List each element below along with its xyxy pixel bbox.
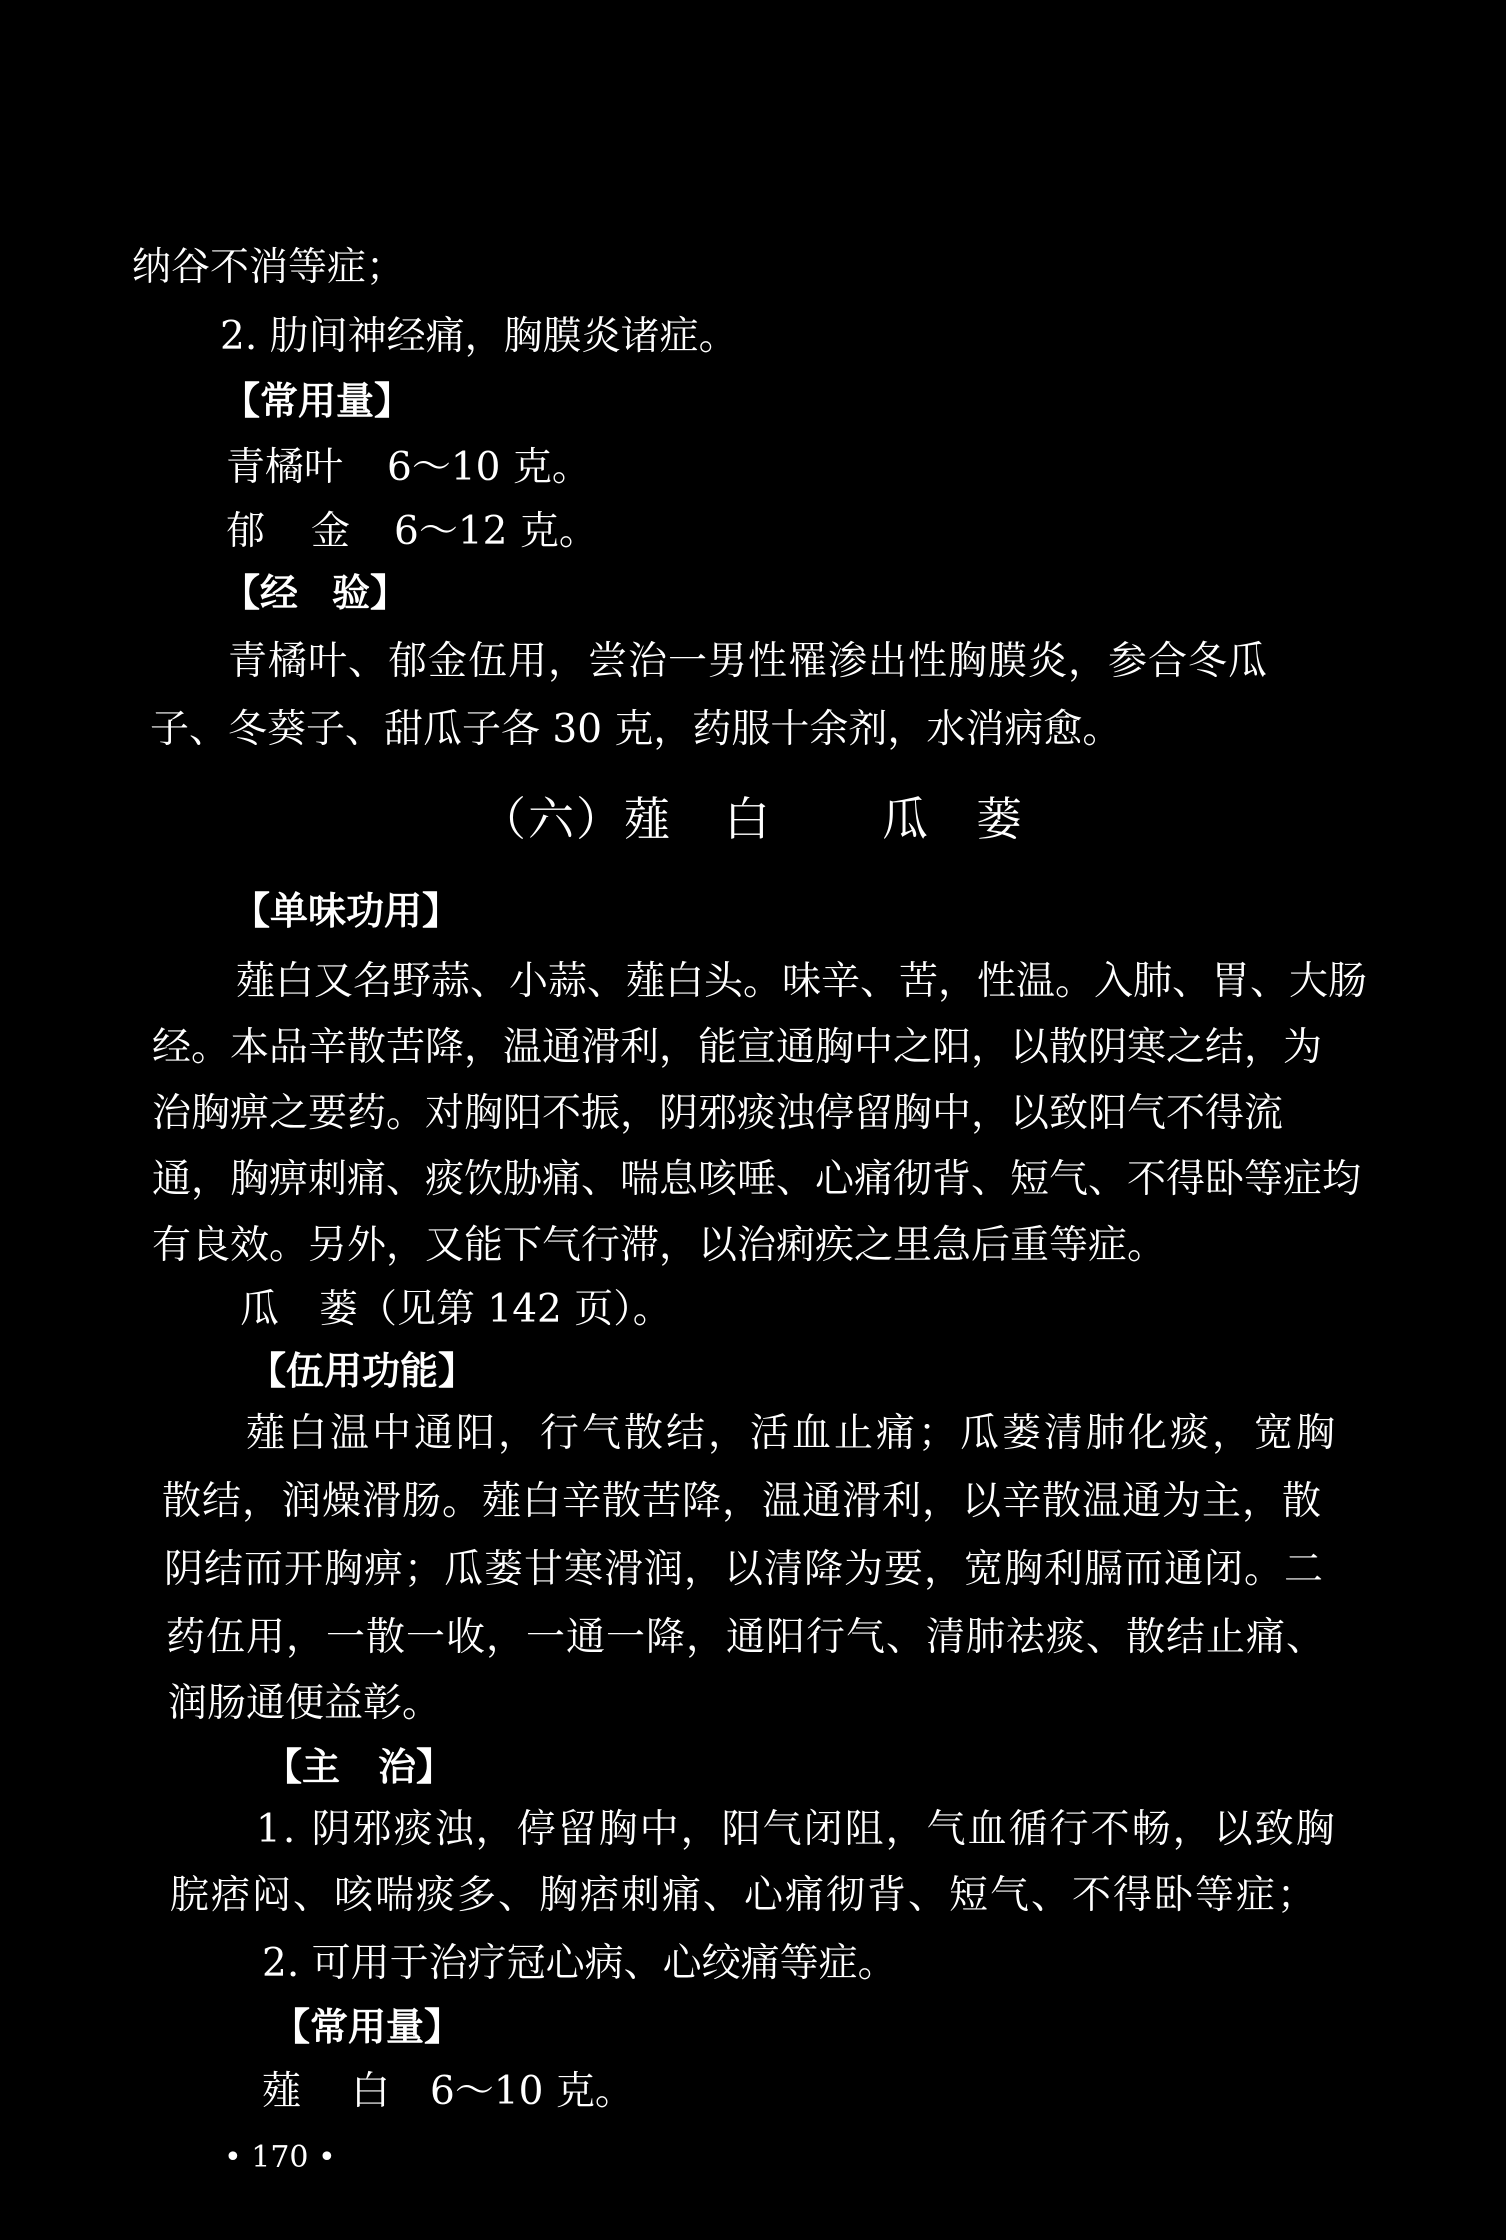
herb-name: 青橘叶: [226, 445, 344, 490]
herb-name-char: 瓜: [240, 1287, 280, 1332]
herb-name-char: 白: [351, 2069, 391, 2114]
text-line: 治胸痹之要药。对胸阳不振，阴邪痰浊停留胸中，以致阳气不得流: [152, 1091, 1284, 1136]
heading-part: 【经: [222, 571, 299, 615]
heading-part: 治】: [378, 1745, 455, 1789]
text-line: 1. 阴邪痰浊，停留胸中，阳气闭阻，气血循行不畅，以致胸: [256, 1807, 1337, 1852]
herb-name-char: 薤: [262, 2069, 302, 2114]
title-part: 白: [724, 792, 772, 846]
page-number: • 170 •: [224, 2140, 336, 2175]
title-part: 瓜: [882, 792, 930, 846]
herb-name-char: 郁: [226, 509, 266, 554]
section-heading-single-function: 【单味功用】: [232, 889, 461, 933]
text-line: 2. 可用于治疗冠心病、心绞痛等症。: [262, 1941, 897, 1986]
section-heading-dosage: 【常用量】: [222, 379, 413, 423]
text-line: 脘痞闷、咳喘痰多、胸痞刺痛、心痛彻背、短气、不得卧等症；: [170, 1873, 1319, 1918]
section-title: [480, 792, 1024, 846]
dosage-line: [262, 2069, 634, 2114]
text-line: 纳谷不消等症；: [132, 245, 406, 290]
title-part: 蒌: [976, 792, 1024, 846]
heading-part: 【主: [264, 1745, 341, 1789]
text-line: 薤白又名野蒜、小蒜、薤白头。味辛、苦，性温。入肺、胃、大肠: [236, 959, 1368, 1004]
heading-part: 验】: [332, 571, 409, 615]
text-line: 润肠通便益彰。: [168, 1681, 442, 1726]
herb-amount: 6～10 克。: [387, 445, 591, 490]
herb-amount: 6～10 克。: [430, 2069, 634, 2114]
section-heading-indications: [264, 1745, 455, 1789]
herb-name-char: 金: [311, 509, 351, 554]
section-heading-dosage: 【常用量】: [272, 2005, 463, 2049]
title-part: （六）薤: [480, 792, 672, 846]
text-line: 薤白温中通阳，行气散结，活血止痛；瓜蒌清肺化痰，宽胸: [246, 1411, 1339, 1456]
reference-text: 蒌（见第 142 页）。: [319, 1287, 672, 1332]
text-line: 2. 肋间神经痛，胸膜炎诸症。: [220, 314, 738, 359]
dosage-line: [226, 445, 591, 490]
section-heading-combined-function: 【伍用功能】: [248, 1349, 477, 1393]
herb-amount: 6～12 克。: [394, 509, 598, 554]
text-line: 散结，润燥滑肠。薤白辛散苦降，温通滑利，以辛散温通为主，散: [162, 1479, 1323, 1524]
text-line: 药伍用，一散一收，一通一降，通阳行气、清肺祛痰、散结止痛、: [166, 1615, 1327, 1660]
text-line: 经。本品辛散苦降，温通滑利，能宣通胸中之阳，以散阴寒之结，为: [152, 1025, 1323, 1070]
cross-reference: [240, 1287, 672, 1332]
section-heading-experience: [222, 571, 409, 615]
text-line: 通，胸痹刺痛、痰饮胁痛、喘息咳唾、心痛彻背、短气、不得卧等症均: [152, 1157, 1362, 1202]
text-line: 有良效。另外，又能下气行滞，以治痢疾之里急后重等症。: [152, 1223, 1167, 1268]
text-line: 青橘叶、郁金伍用，尝治一男性罹渗出性胸膜炎，参合冬瓜: [228, 639, 1269, 684]
text-line: 阴结而开胸痹；瓜蒌甘寒滑润，以清降为要，宽胸利膈而通闭。二: [164, 1547, 1325, 1592]
dosage-line: [226, 509, 598, 554]
text-line: 子、冬葵子、甜瓜子各 30 克，药服十余剂，水消病愈。: [150, 707, 1122, 752]
